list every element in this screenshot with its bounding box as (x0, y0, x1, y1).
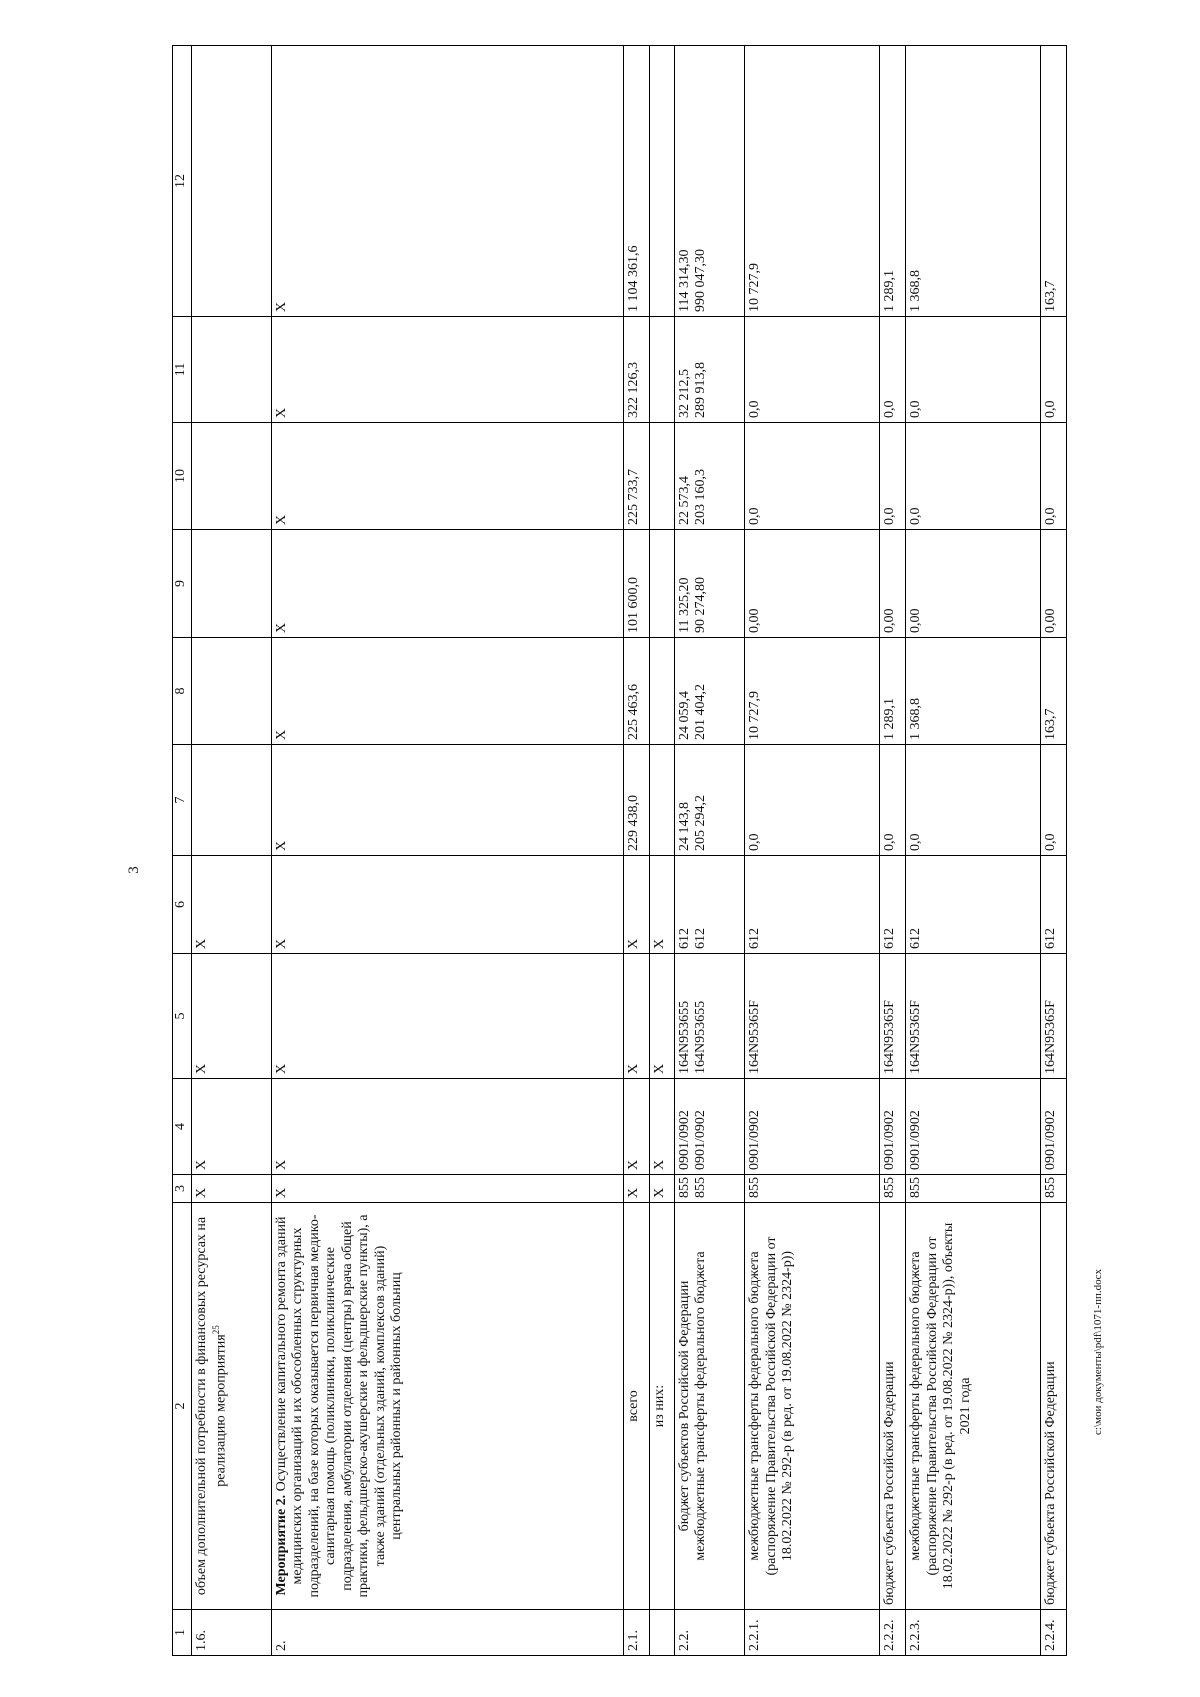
row-name: бюджет субъекта Российской Федерации (1041, 1203, 1067, 1610)
cell-c8 (192, 638, 272, 745)
cell-c10: 225 733,7 (623, 423, 649, 530)
cell-c4: 0901/0902 (1041, 1079, 1067, 1175)
cell-c4: X (192, 1079, 272, 1175)
header-cell: 6 (173, 856, 192, 954)
cell-c12 (192, 46, 272, 317)
cell-c7 (192, 745, 272, 856)
table-row (745, 46, 880, 1656)
cell-c9: 0,00 (745, 530, 880, 638)
cell-c3: X (192, 1175, 272, 1203)
row-name: бюджет субъектов Российской Федерации межбюджетные трансферты федерального бюджета (674, 1203, 744, 1610)
budget-table-rotated (172, 46, 1067, 1656)
row-name: бюджет субъекта Российской Федерации (880, 1203, 906, 1610)
cell-c8: 163,7 (1041, 638, 1067, 745)
cell-c5: 164N95365F (745, 954, 880, 1079)
cell-c8: 1 368,8 (906, 638, 1041, 745)
cell-c5: X (623, 954, 649, 1079)
cell-c7 (649, 745, 674, 856)
row-number (649, 1610, 674, 1656)
cell-c7: 0,0 (880, 745, 906, 856)
cell-c4: 0901/0902 (880, 1079, 906, 1175)
cell-c10: 0,0 (906, 423, 1041, 530)
cell-c6: X (649, 856, 674, 954)
table-row (880, 46, 906, 1656)
cell-c6: X (271, 856, 623, 954)
cell-c5: 164N95365F (880, 954, 906, 1079)
cell-c11: 322 126,3 (623, 317, 649, 423)
cell-c6: 612 (906, 856, 1041, 954)
cell-c8: X (271, 638, 623, 745)
cell-c5: X (271, 954, 623, 1079)
cell-c6: 612 612 (674, 856, 744, 954)
cell-c12: X (271, 46, 623, 317)
cell-c9: 0,00 (880, 530, 906, 638)
cell-c3: 855 (745, 1175, 880, 1203)
row-name: из них: (649, 1203, 674, 1610)
cell-c12: 163,7 (1041, 46, 1067, 317)
cell-c7: 24 143,8 205 294,2 (674, 745, 744, 856)
header-cell: 2 (173, 1203, 192, 1610)
page-number: 3 (126, 866, 142, 874)
table-row (192, 46, 272, 1656)
header-cell: 9 (173, 530, 192, 638)
cell-c4: X (271, 1079, 623, 1175)
table-row (649, 46, 674, 1656)
cell-c5: X (192, 954, 272, 1079)
table-row (271, 46, 623, 1656)
cell-c11 (192, 317, 272, 423)
footer-file-path: c:\мои документы\pdf\1071-пп.docx (1092, 1268, 1104, 1435)
cell-c6: 612 (880, 856, 906, 954)
header-cell: 4 (173, 1079, 192, 1175)
cell-c7: 0,0 (906, 745, 1041, 856)
row-number: 2.2.3. (906, 1610, 1041, 1656)
row-number: 2.1. (623, 1610, 649, 1656)
cell-c6: X (623, 856, 649, 954)
row-number: 2.2.2. (880, 1610, 906, 1656)
header-cell: 3 (173, 1175, 192, 1203)
cell-c12 (649, 46, 674, 317)
cell-c3: 855 (1041, 1175, 1067, 1203)
cell-c9 (649, 530, 674, 638)
header-cell: 7 (173, 745, 192, 856)
cell-c8 (649, 638, 674, 745)
cell-c7: 0,0 (745, 745, 880, 856)
cell-c10: 0,0 (1041, 423, 1067, 530)
row-number: 1.6. (192, 1610, 272, 1656)
cell-c3: X (271, 1175, 623, 1203)
cell-c10: 0,0 (745, 423, 880, 530)
cell-c8: 225 463,6 (623, 638, 649, 745)
cell-c9: 0,00 (906, 530, 1041, 638)
cell-c11: 0,0 (745, 317, 880, 423)
cell-c10 (192, 423, 272, 530)
cell-c4: 0901/0902 0901/0902 (674, 1079, 744, 1175)
header-row (173, 46, 192, 1656)
cell-c12: 1 104 361,6 (623, 46, 649, 317)
cell-c7: 229 438,0 (623, 745, 649, 856)
row-number: 2.2.4. (1041, 1610, 1067, 1656)
cell-c10: X (271, 423, 623, 530)
cell-c3: 855 (906, 1175, 1041, 1203)
header-cell: 8 (173, 638, 192, 745)
cell-c4: X (623, 1079, 649, 1175)
cell-c4: 0901/0902 (906, 1079, 1041, 1175)
table-row (1041, 46, 1067, 1656)
table-row (906, 46, 1041, 1656)
cell-c12: 1 368,8 (906, 46, 1041, 317)
cell-c5: 164N95365F (1041, 954, 1067, 1079)
header-cell: 5 (173, 954, 192, 1079)
cell-c9: 101 600,0 (623, 530, 649, 638)
budget-table (172, 45, 1067, 1656)
row-name: всего (623, 1203, 649, 1610)
cell-c6: X (192, 856, 272, 954)
cell-c3: X (649, 1175, 674, 1203)
header-cell: 1 (173, 1610, 192, 1656)
table-row (623, 46, 649, 1656)
cell-c3: X (623, 1175, 649, 1203)
cell-c6: 612 (1041, 856, 1067, 954)
cell-c12: 114 314,30 990 047,30 (674, 46, 744, 317)
cell-c5: 164N953655 164N953655 (674, 954, 744, 1079)
cell-c4: 0901/0902 (745, 1079, 880, 1175)
cell-c11 (649, 317, 674, 423)
row-name: объем дополнительной потребности в финансовых ресурсах на реализацию мероприятия$^{25}$ (192, 1203, 272, 1610)
cell-c4: X (649, 1079, 674, 1175)
table-row (674, 46, 744, 1656)
header-cell: 11 (173, 317, 192, 423)
cell-c12: 10 727,9 (745, 46, 880, 317)
row-name: межбюджетные трансферты федерального бюджета (распоряжение Правительства Российской Федерации от 18.02.2022 № 292-р (в ред. от 19.08.2022 № 2324-р)) (745, 1203, 880, 1610)
row-name: Мероприятие 2. Осуществление капитального ремонта зданий медицинских организаций и их обособленных структурных подразделений, на базе которых оказывается первичная медико-санитарная помощь (поликлиники, поликлинические подразделения, амбулатории отделения (центры) врача общей практики, фельдшерско-акушерские и фельдшерские пункты), а также зданий (отдельных зданий, комплексов зданий) центральных районных и районных больниц (271, 1203, 623, 1610)
cell-c5: 164N95365F (906, 954, 1041, 1079)
cell-c11: X (271, 317, 623, 423)
cell-c8: 10 727,9 (745, 638, 880, 745)
cell-c9: X (271, 530, 623, 638)
cell-c9: 11 325,20 90 274,80 (674, 530, 744, 638)
cell-c12: 1 289,1 (880, 46, 906, 317)
row-number: 2. (271, 1610, 623, 1656)
row-number: 2.2.1. (745, 1610, 880, 1656)
header-cell: 12 (173, 46, 192, 317)
row-number: 2.2. (674, 1610, 744, 1656)
cell-c3: 855 (880, 1175, 906, 1203)
cell-c7: X (271, 745, 623, 856)
row-name: межбюджетные трансферты федерального бюджета (распоряжение Правительства Российской Федерации от 18.02.2022 № 292-р (в ред. от 19.08.2022 № 2324-р)), объекты 2021 года (906, 1203, 1041, 1610)
cell-c11: 0,0 (880, 317, 906, 423)
cell-c10 (649, 423, 674, 530)
cell-c11: 32 212,5 289 913,8 (674, 317, 744, 423)
cell-c11: 0,0 (906, 317, 1041, 423)
cell-c6: 612 (745, 856, 880, 954)
cell-c9: 0,00 (1041, 530, 1067, 638)
cell-c7: 0,0 (1041, 745, 1067, 856)
cell-c10: 22 573,4 203 160,3 (674, 423, 744, 530)
cell-c11: 0,0 (1041, 317, 1067, 423)
header-cell: 10 (173, 423, 192, 530)
cell-c5: X (649, 954, 674, 1079)
cell-c3: 855 855 (674, 1175, 744, 1203)
cell-c10: 0,0 (880, 423, 906, 530)
cell-c8: 24 059,4 201 404,2 (674, 638, 744, 745)
cell-c8: 1 289,1 (880, 638, 906, 745)
cell-c9 (192, 530, 272, 638)
